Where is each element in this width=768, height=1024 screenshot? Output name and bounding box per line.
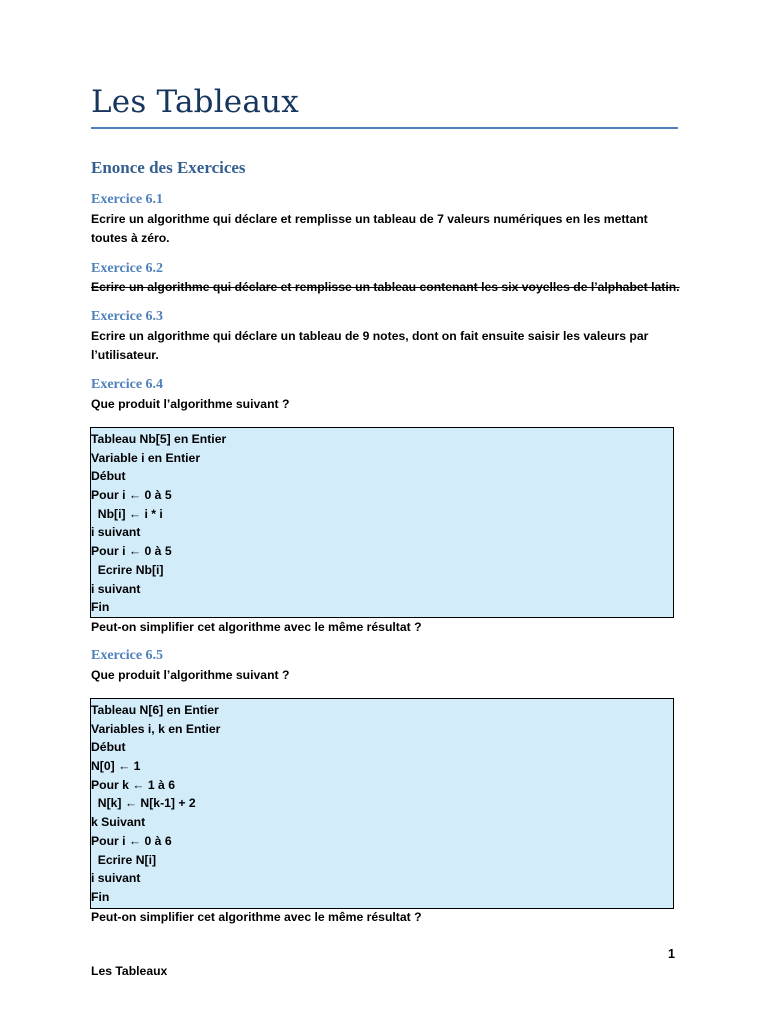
- exercise-6-5-heading: Exercice 6.5: [91, 648, 164, 663]
- title-underline: [91, 127, 678, 129]
- code-line: i suivant: [91, 581, 141, 596]
- code-line: Pour i ← 0 à 6: [91, 833, 172, 848]
- document-title: Les Tableaux: [91, 84, 299, 120]
- code-line: Variable i en Entier: [91, 450, 201, 465]
- code-line: Pour i ← 0 à 5: [91, 544, 172, 559]
- code-line: Pour i ← 0 à 5: [91, 488, 172, 503]
- code-line: i suivant: [91, 871, 141, 886]
- exercise-6-4-code-box: [90, 427, 674, 618]
- code-line: Fin: [91, 600, 110, 615]
- exercise-6-5-follow-up: Peut-on simplifier cet algorithme avec le même résultat ?: [91, 910, 422, 924]
- exercise-6-2-text: Ecrire un algorithme qui déclare et remplisse un tableau contenant les six voyelles de l’alphabet latin.: [91, 280, 680, 294]
- code-line: Pour k ← 1 à 6: [91, 777, 175, 792]
- code-line: N[k] ← N[k-1] + 2: [91, 796, 196, 811]
- exercise-6-5-code: [91, 701, 673, 907]
- code-line: k Suivant: [91, 815, 146, 830]
- page-number: 1: [668, 947, 675, 961]
- exercise-6-5-code-box: [90, 698, 674, 909]
- code-line: Début: [91, 740, 126, 755]
- code-line: Ecrire N[i]: [91, 852, 157, 867]
- code-line: Fin: [91, 889, 110, 904]
- exercise-6-1-text: Ecrire un algorithme qui déclare et remplisse un tableau de 7 valeurs numériques en les mettant toutes à zéro.: [91, 212, 648, 245]
- exercise-6-4-code: [91, 430, 673, 617]
- section-heading: Enonce des Exercices: [91, 158, 246, 177]
- exercise-6-4-follow-up: Peut-on simplifier cet algorithme avec le même résultat ?: [91, 620, 422, 634]
- exercise-6-4-question: Que produit l’algorithme suivant ?: [91, 397, 290, 411]
- code-line: Nb[i] ← i * i: [91, 506, 163, 521]
- footer-running-title: Les Tableaux: [91, 964, 168, 978]
- exercise-6-4-heading: Exercice 6.4: [91, 377, 164, 392]
- code-line: Ecrire Nb[i]: [91, 562, 164, 577]
- code-line: Tableau Nb[5] en Entier: [91, 432, 227, 446]
- code-line: i suivant: [91, 525, 141, 540]
- exercise-6-1-heading: Exercice 6.1: [91, 192, 164, 207]
- exercise-6-3-text: Ecrire un algorithme qui déclare un tableau de 9 notes, dont on fait ensuite saisir les valeurs par l’utilisateur.: [91, 329, 649, 362]
- code-line: Variables i, k en Entier: [91, 721, 221, 736]
- code-line: Tableau N[6] en Entier: [91, 703, 219, 717]
- exercise-6-3-heading: Exercice 6.3: [91, 309, 164, 324]
- exercise-6-5-question: Que produit l’algorithme suivant ?: [91, 668, 290, 682]
- exercise-6-2-heading: Exercice 6.2: [91, 261, 164, 276]
- code-line: Début: [91, 469, 126, 484]
- code-line: N[0] ← 1: [91, 759, 141, 774]
